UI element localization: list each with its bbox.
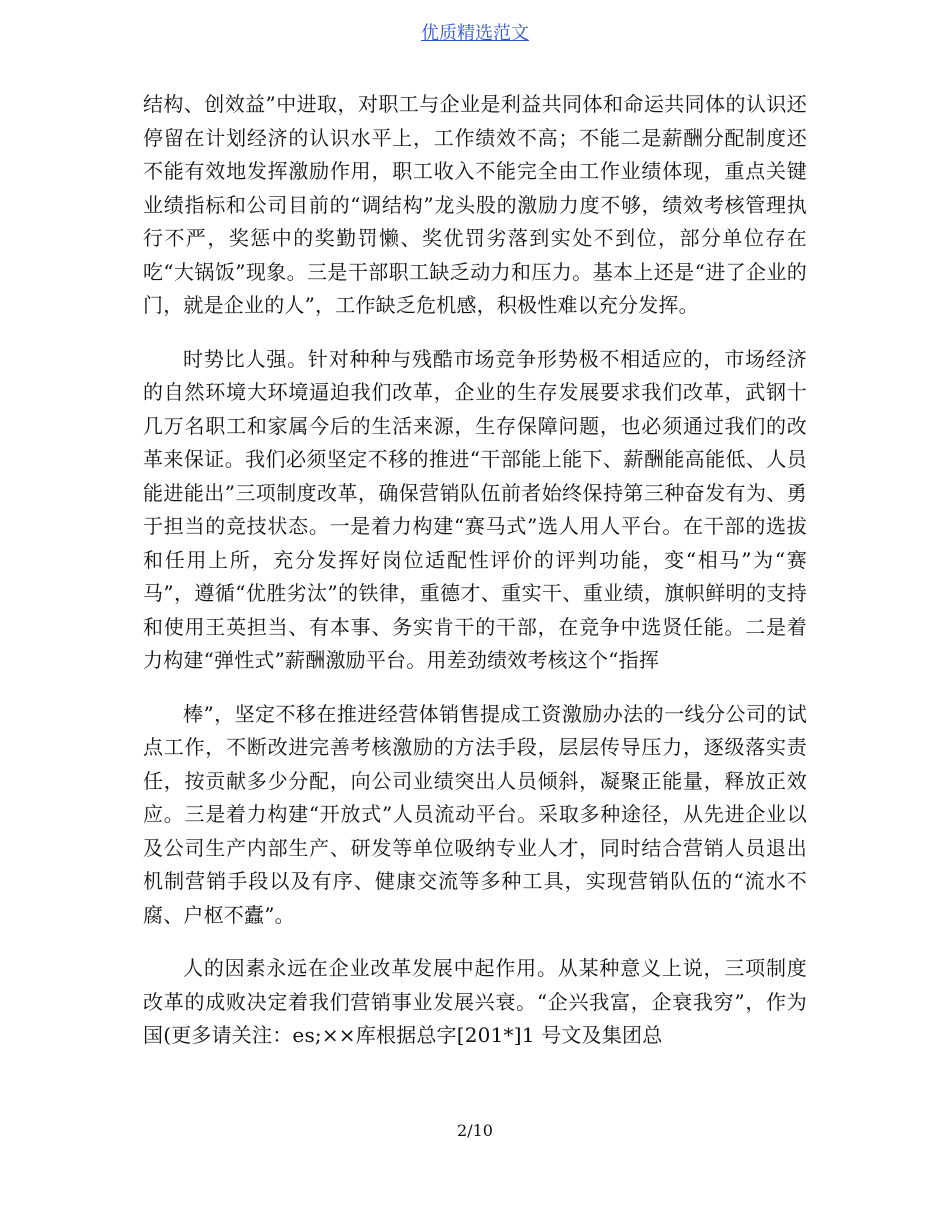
paragraph: 结构、创效益”中进取，对职工与企业是利益共同体和命运共同体的认识还停留在计划经济的认识水平上，工作绩效不高；不能二是薪酬分配制度还不能有效地发挥激励作用，职工收入不能完全由工作业绩体现，重点关键业绩指标和公司目前的“调结构”龙头股的激励力度不够，绩效考核管理执行不严，奖惩中的奖勤罚懒、奖优罚劣落到实处不到位，部分单位存在吃“大锅饭”现象。三是干部职工缺乏动力和压力。基本上还是“进了企业的门，就是企业的人”，工作缺乏危机感，积极性难以充分发挥。	[143, 92, 807, 317]
header-link[interactable]: 优质精选范文	[421, 23, 529, 44]
paragraph: 时势比人强。针对种种与残酷市场竞争形势极不相适应的，市场经济的自然环境大环境逼迫我们改革，企业的生存发展要求我们改革，武钢十几万名职工和家属今后的生活来源，生存保障问题，也必须通过我们的改革来保证。我们必须坚定不移的推进“干部能上能下、薪酬能高能低、人员能进能出”三项制度改革，确保营销队伍前者始终保持第三种奋发有为、勇于担当的竞技状态。一是着力构建“赛马式”选人用人平台。在干部的选拔和任用上所，充分发挥好岗位适配性评价的评判功能，变“相马”为“赛马”，遵循“优胜劣汰”的铁律，重德才、重实干、重业绩，旗帜鲜明的支持和使用王英担当、有本事、务实肯干的干部，在竞争中选贤任能。二是着力构建“弹性式”薪酬激励平台。用差劲绩效考核这个“指挥	[143, 346, 807, 672]
document-body	[143, 88, 807, 1053]
paragraph: 棒”，坚定不移在推进经营体销售提成工资激励办法的一线分公司的试点工作，不断改进完善考核激励的方法手段，层层传导压力，逐级落实责任，按贡献多少分配，向公司业绩突出人员倾斜，凝聚正能量，释放正效应。三是着力构建“开放式”人员流动平台。采取多种途径，从先进企业以及公司生产内部生产、研发等单位吸纳专业人才，同时结合营销人员退出机制营销手段以及有序、健康交流等多种工具，实现营销队伍的“流水不腐、户枢不蠹”。	[143, 701, 807, 927]
page-number: 2/10	[457, 1121, 493, 1140]
paragraph: 人的因素永远在企业改革发展中起作用。从某种意义上说，三项制度改革的成败决定着我们营销事业发展兴衰。“企兴我富，企衰我穷”，作为国(更多请关注：es;××库根据总字[201*]1 号文及集团总	[143, 956, 807, 1047]
